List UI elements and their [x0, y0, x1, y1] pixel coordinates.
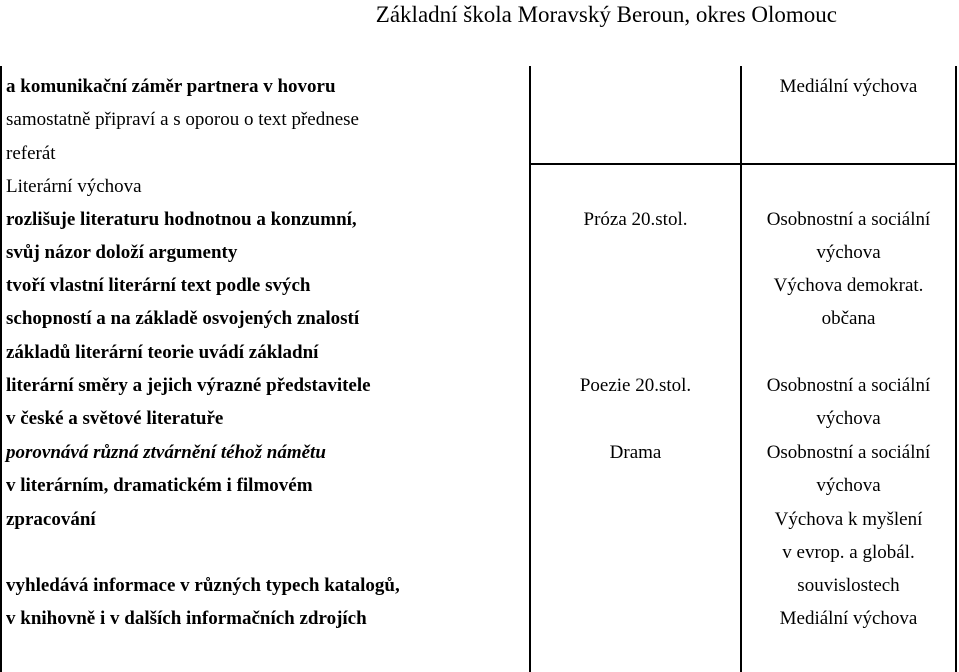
outcome-line: tvoří vlastní literární text podle svých	[6, 275, 311, 296]
table-border-left	[0, 66, 2, 672]
topic-drama: Drama	[609, 442, 662, 463]
theme-line: Osobnostní a sociální	[766, 442, 931, 463]
theme-line: v evrop. a globál.	[782, 542, 915, 563]
theme-line: výchova	[816, 408, 881, 429]
outcome-line: v knihovně i v dalších informačních zdrojích	[6, 608, 367, 629]
theme-line: Výchova k myšlení	[774, 509, 923, 530]
outcome-line: svůj názor doloží argumenty	[6, 242, 238, 263]
theme-line: Osobnostní a sociální	[766, 375, 931, 396]
outcome-line: v české a světové literatuře	[6, 408, 224, 429]
row-divider	[529, 163, 957, 165]
outcome-line: a komunikační záměr partnera v hovoru	[6, 76, 336, 97]
outcome-line: referát	[6, 143, 56, 164]
outcome-line: samostatně připraví a s oporou o text přednese	[6, 109, 359, 130]
outcome-line: porovnává různá ztvárnění téhož námětu	[6, 442, 326, 463]
document-header: Základní škola Moravský Beroun, okres Olomouc	[375, 2, 837, 27]
topic-poezie: Poezie 20.stol.	[579, 375, 692, 396]
theme-line: Mediální výchova	[779, 76, 918, 97]
outcome-line: literární směry a jejich výrazné představitele	[6, 375, 371, 396]
theme-line: Osobnostní a sociální	[766, 209, 931, 230]
outcome-line: schopností a na základě osvojených znalostí	[6, 308, 360, 329]
topic-proza: Próza 20.stol.	[583, 209, 688, 230]
outcome-line: vyhledává informace v různých typech katalogů,	[6, 575, 400, 596]
theme-line: výchova	[816, 475, 881, 496]
column-divider-1	[529, 66, 531, 672]
outcome-line: základů literární teorie uvádí základní	[6, 342, 319, 363]
outcome-line: v literárním, dramatickém i filmovém	[6, 475, 313, 496]
outcome-line: rozlišuje literaturu hodnotnou a konzumní,	[6, 209, 357, 230]
table-border-right	[955, 66, 957, 672]
theme-line: Výchova demokrat.	[773, 275, 924, 296]
outcome-line: zpracování	[6, 509, 96, 530]
theme-line: výchova	[816, 242, 881, 263]
theme-line: Mediální výchova	[779, 608, 918, 629]
theme-line: občana	[821, 308, 876, 329]
theme-line: souvislostech	[797, 575, 900, 596]
section-heading: Literární výchova	[6, 176, 142, 197]
